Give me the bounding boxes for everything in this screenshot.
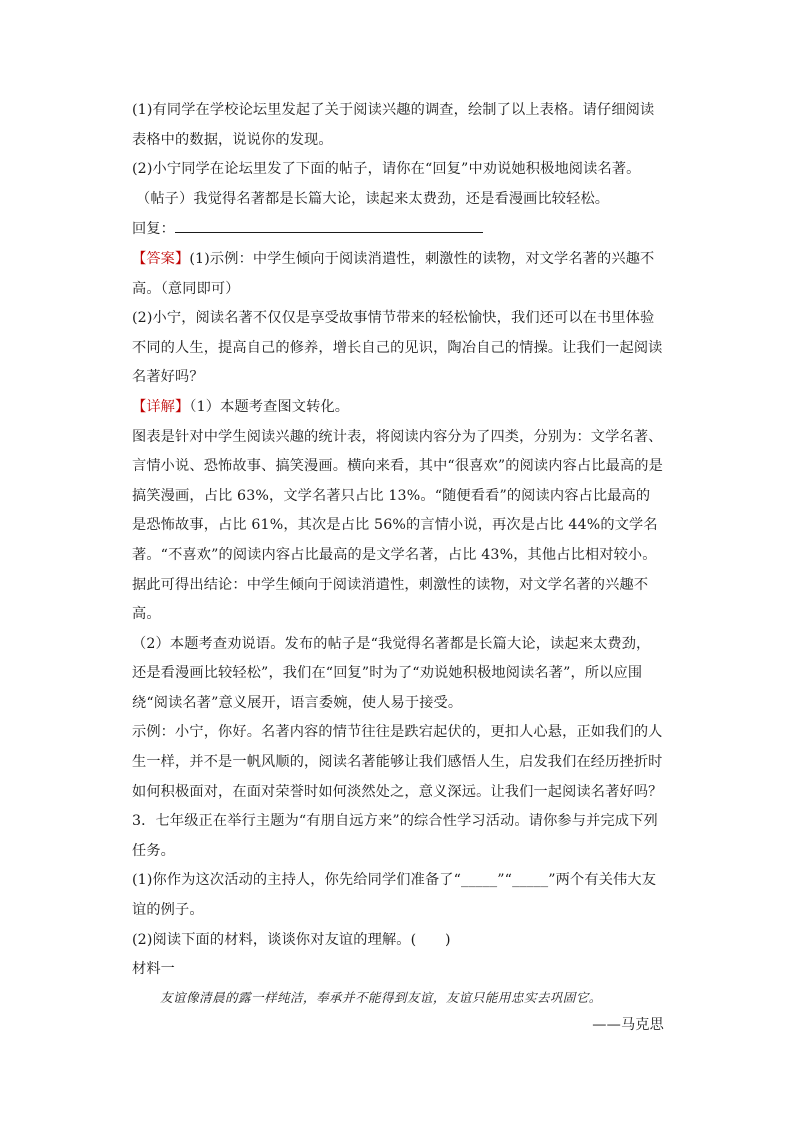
detail-2: （2）本题考查劝说语。发布的帖子是“我觉得名著都是长篇大论，读起来太费劲，还是看漫画比较轻松”，我们在“回复”时为了“劝说她积极地阅读名著”，所以应围绕“阅读名著”意义展开，语言委婉，使人易于接受。 <box>132 635 651 711</box>
document-body <box>132 96 664 1040</box>
answer-label: 【答案】 <box>132 250 190 267</box>
q3-stem: 3．七年级正在举行主题为“有朋自远方来”的综合性学习活动。请你参与并完成下列任务。 <box>132 813 658 859</box>
answer-2: (2)小宁，阅读名著不仅仅是享受故事情节带来的轻松愉快，我们还可以在书里体验不同的人生，提高自己的修养，增长自己的见识，陶冶自己的情操。让我们一起阅读名著好吗？ <box>132 310 663 386</box>
detail-example: 示例：小宁，你好。名著内容的情节往往是跌宕起伏的，更扣人心悬，正如我们的人生一样，并不是一帆风顺的，阅读名著能够让我们感悟人生，启发我们在经历挫折时如何积极面对，在面对荣誉时如何淡然处之，意义深远。让我们一起阅读名著好吗？ <box>132 724 663 800</box>
q3-sub2: (2)阅读下面的材料，谈谈你对友谊的理解。( ) <box>132 931 451 948</box>
reply-line <box>132 214 664 245</box>
material-quote: 友谊像清晨的露一样纯洁，奉承并不能得到友谊，友谊只能用忠实去巩固它。 <box>160 989 602 1005</box>
q3-sub1: (1)你作为这次活动的主持人，你先给同学们准备了“_____”“_____”两个有关伟大友谊的例子。 <box>132 872 657 919</box>
detail-label: 【详解】 <box>132 398 190 415</box>
detail-1-intro: （1）本题考查图文转化。 <box>189 398 350 415</box>
reply-blank <box>175 214 483 233</box>
detail-1-intro-line <box>132 393 664 423</box>
answer-1-text: (1)示例：中学生倾向于阅读消遣性，刺激性的读物，对文学名著的兴趣不高。（意同即可） <box>132 250 655 297</box>
detail-1-body: 图表是针对中学生阅读兴趣的统计表，将阅读内容分为了四类，分别为：文学名著、言情小说、恐怖故事、搞笑漫画。横向来看，其中“很喜欢”的阅读内容占比最高的是搞笑漫画，占比 63%，文学名著只占比 13%。“随便看看”的阅读内容占比最高的是恐怖故事，占比 61%，其次是占比 56%的言情小说，再次是占比 44%的文学名著。“不喜欢”的阅读内容占比最高的是文学名著，占比 43%，其他占比相对较小。据此可得出结论：中学生倾向于阅读消遣性，刺激性的读物，对文学名著的兴趣不高。 <box>132 428 663 623</box>
material-label: 材料一 <box>132 961 176 978</box>
post-text: （帖子）我觉得名著都是长篇大论，读起来太费劲，还是看漫画比较轻松。 <box>136 190 610 207</box>
material-author: ——马克思 <box>592 1016 664 1033</box>
reply-label: 回复： <box>132 221 176 238</box>
q2-sub1: (1)有同学在学校论坛里发起了关于阅读兴趣的调查，绘制了以上表格。请仔细阅读表格中的数据，说说你的发现。 <box>132 102 655 148</box>
q2-sub2: (2)小宁同学在论坛里发了下面的帖子，请你在“回复”中劝说她积极地阅读名著。 <box>132 161 641 178</box>
answer-1 <box>132 245 664 304</box>
